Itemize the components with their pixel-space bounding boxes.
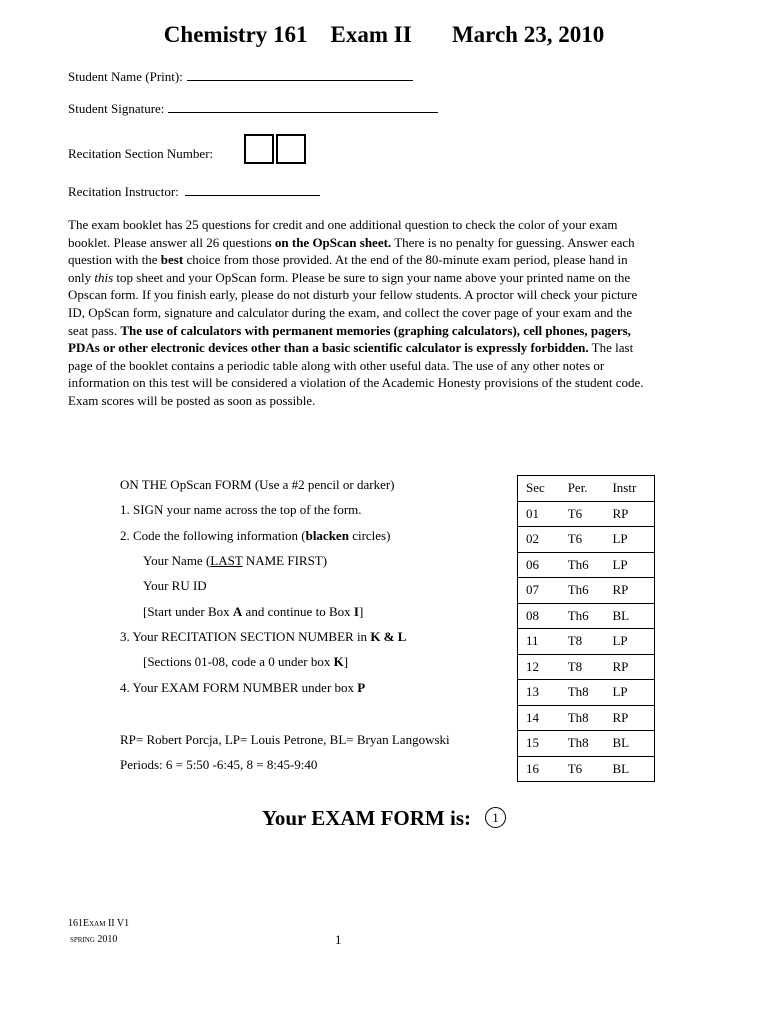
- table-cell: 08: [518, 603, 560, 629]
- table-row: [518, 552, 655, 578]
- table-row: [518, 603, 655, 629]
- table-cell: T6: [560, 501, 605, 527]
- instructions-line: booklet. Please answer all 26 questions on the OpScan sheet. There is no penalty for guessing. Answer each: [68, 234, 635, 250]
- table-cell: 01: [518, 501, 560, 527]
- exam-form-line: [0, 806, 768, 831]
- table-cell: LP: [604, 680, 654, 706]
- table-cell: 15: [518, 731, 560, 757]
- instructor-legend: RP= Robert Porcja, LP= Louis Petrone, BL= Bryan Langowski: [120, 732, 450, 747]
- recitation-instructor-line[interactable]: [185, 183, 320, 196]
- student-name-line[interactable]: [187, 68, 413, 81]
- opscan-step-2-name: Your Name (LAST NAME FIRST): [143, 553, 328, 568]
- table-row: [518, 654, 655, 680]
- table-cell: RP: [604, 578, 654, 604]
- table-cell: 07: [518, 578, 560, 604]
- table-cell: T8: [560, 654, 605, 680]
- exam-title: Exam II: [330, 22, 412, 47]
- opscan-heading: ON THE OpScan FORM (Use a #2 pencil or darker): [120, 477, 395, 492]
- table-cell: T6: [560, 756, 605, 782]
- table-row: [518, 527, 655, 553]
- table-cell: 13: [518, 680, 560, 706]
- instructions-line: ID, OpScan form, signature and calculator during the exam, and collect the cover page of your exam and the: [68, 304, 633, 320]
- instructions-line: Exam scores will be posted as soon as possible.: [68, 392, 316, 408]
- table-cell: RP: [604, 705, 654, 731]
- periods-legend: Periods: 6 = 5:50 -6:45, 8 = 8:45-9:40: [120, 757, 318, 772]
- student-name-label: Student Name (Print):: [68, 69, 183, 84]
- exam-instructions: [68, 216, 748, 410]
- footer-code: 161Exam II V1: [68, 918, 130, 929]
- table-cell: Th8: [560, 705, 605, 731]
- instructions-line: only this top sheet and your OpScan form. Please be sure to sign your name above your printed name on the: [68, 269, 631, 285]
- table-row: [518, 705, 655, 731]
- table-cell: 14: [518, 705, 560, 731]
- table-header-row: [518, 476, 655, 502]
- table-cell: 06: [518, 552, 560, 578]
- table-row: [518, 756, 655, 782]
- table-cell: 12: [518, 654, 560, 680]
- instructions-line: Opscan form. If you finish early, please do not disturb your fellow students. A proctor will check your picture: [68, 287, 638, 303]
- table-row: [518, 501, 655, 527]
- table-row: [518, 629, 655, 655]
- instructions-line: seat pass. The use of calculators with permanent memories (graphing calculators), cell phones, pagers,: [68, 322, 631, 338]
- table-cell: LP: [604, 527, 654, 553]
- table-cell: BL: [604, 603, 654, 629]
- opscan-step-4: 4. Your EXAM FORM NUMBER under box P: [120, 680, 366, 695]
- column-header-per: Per.: [560, 476, 605, 502]
- table-cell: RP: [604, 501, 654, 527]
- recitation-instructor-field[interactable]: [68, 183, 320, 200]
- table-row: [518, 731, 655, 757]
- sections-table: [517, 475, 655, 782]
- section-digit-box-2[interactable]: [276, 134, 306, 164]
- column-header-instr: Instr: [604, 476, 654, 502]
- student-name-field[interactable]: [68, 68, 413, 85]
- table-row: [518, 680, 655, 706]
- table-cell: Th6: [560, 603, 605, 629]
- instructions-line: page of the booklet contains a periodic table along with other useful data. The use of any other notes or: [68, 357, 605, 373]
- opscan-step-2-boxes: [Start under Box A and continue to Box I]: [143, 604, 364, 619]
- exam-form-number-circle: 1: [485, 807, 506, 828]
- footer-term: spring 2010: [70, 934, 118, 945]
- student-signature-line[interactable]: [168, 100, 438, 113]
- opscan-step-1: 1. SIGN your name across the top of the form.: [120, 502, 362, 517]
- table-cell: LP: [604, 629, 654, 655]
- student-signature-label: Student Signature:: [68, 101, 165, 116]
- table-cell: 16: [518, 756, 560, 782]
- table-cell: BL: [604, 756, 654, 782]
- section-digit-box-1[interactable]: [244, 134, 274, 164]
- instructions-line: The exam booklet has 25 questions for credit and one additional question to check the color of your exam: [68, 217, 618, 232]
- opscan-step-3-note: [Sections 01-08, code a 0 under box K]: [143, 654, 349, 669]
- instructions-line: information on this test will be considered a violation of the Academic Honesty provisions of the student code.: [68, 375, 644, 391]
- table-row: [518, 578, 655, 604]
- page-title: [0, 22, 768, 48]
- page-number: 1: [335, 932, 342, 947]
- table-cell: RP: [604, 654, 654, 680]
- instructions-line: question with the best choice from those provided. At the end of the 80-minute exam period, please hand in: [68, 252, 628, 268]
- table-cell: 02: [518, 527, 560, 553]
- exam-date: March 23, 2010: [451, 22, 605, 47]
- table-cell: BL: [604, 731, 654, 757]
- course-title: Chemistry 161: [163, 22, 308, 47]
- exam-form-label: Your EXAM FORM is:: [261, 806, 471, 830]
- opscan-step-2-ruid: Your RU ID: [143, 578, 207, 593]
- table-cell: Th6: [560, 578, 605, 604]
- table-cell: T8: [560, 629, 605, 655]
- table-cell: Th8: [560, 731, 605, 757]
- table-cell: Th6: [560, 552, 605, 578]
- instructions-line: PDAs or other electronic devices other than a basic scientific calculator is expressly forbidden. The last: [68, 340, 634, 356]
- opscan-step-2: 2. Code the following information (blacken circles): [120, 528, 391, 543]
- table-cell: Th8: [560, 680, 605, 706]
- column-header-sec: Sec: [518, 476, 560, 502]
- recitation-instructor-label: Recitation Instructor:: [68, 184, 179, 199]
- table-cell: 11: [518, 629, 560, 655]
- student-signature-field[interactable]: [68, 100, 438, 117]
- recitation-section-label: Recitation Section Number:: [68, 146, 214, 161]
- table-cell: LP: [604, 552, 654, 578]
- opscan-step-3: 3. Your RECITATION SECTION NUMBER in K & L: [120, 629, 407, 644]
- table-cell: T6: [560, 527, 605, 553]
